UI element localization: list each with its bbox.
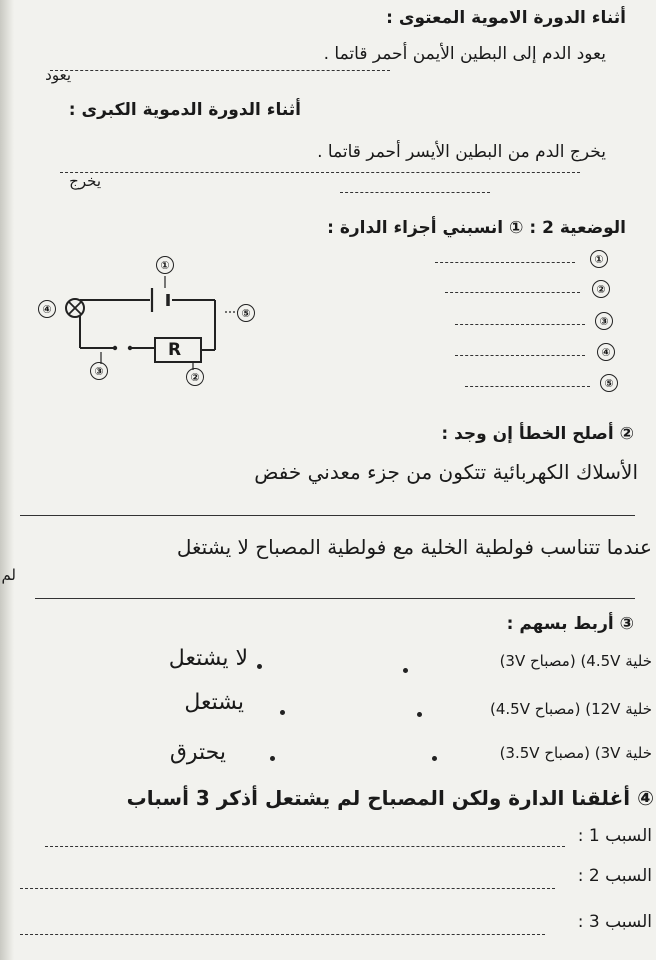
reason-label-1: السبب 1 :	[577, 826, 652, 846]
match-dot-left-3	[432, 756, 437, 761]
match-left-2: خلية 12V) (مصباح 4.5V)	[490, 700, 652, 718]
match-right-2: يشتعل	[184, 690, 244, 715]
top-line-4b-rule	[340, 192, 490, 193]
top-line-4-rule	[60, 172, 580, 173]
match-dot-left-1	[403, 668, 408, 673]
answer-line-5	[465, 386, 590, 387]
circuit-label-4: ④	[38, 300, 56, 318]
match-left-3: خلية 3V) (مصباح 3.5V)	[499, 744, 652, 762]
top-line-1: أثناء الدورة الاموية المعتوى :	[386, 8, 626, 28]
part-2-line-1: الأسلاك الكهربائية تتكون من جزء معدني خفض	[254, 460, 638, 484]
part-3-title: ③ أربط بسهم :	[506, 614, 634, 634]
match-dot-right-3	[270, 756, 275, 761]
answer-number-4: ④	[597, 343, 615, 361]
answer-line-3	[455, 324, 585, 325]
answer-number-2: ②	[592, 280, 610, 298]
situation-2-title: الوضعية 2 : ① انسبني أجزاء الدارة :	[327, 218, 626, 238]
top-line-2: يعود الدم إلى البطين الأيمن أحمر قاتما .	[323, 44, 606, 64]
match-dot-right-1	[257, 664, 262, 669]
match-right-3: يحترق	[169, 740, 226, 765]
answer-number-1: ①	[590, 250, 608, 268]
page-edge	[0, 0, 14, 960]
part-2-line-2: عندما تتناسب فولطية الخلية مع فولطية المصباح لا يشتغل	[176, 535, 652, 559]
top-line-3: أثناء الدورة الدموية الكبرى :	[68, 100, 301, 120]
top-line-2-rule	[50, 70, 390, 71]
circuit-label-2: ②	[186, 368, 204, 386]
top-line-4b: يخرج	[69, 172, 101, 190]
circuit-label-1: ①	[156, 256, 174, 274]
match-dot-left-2	[417, 712, 422, 717]
circuit-label-3: ③	[90, 362, 108, 380]
match-left-1: خلية 4.5V) (مصباح 3V)	[499, 652, 652, 670]
match-dot-right-2	[280, 710, 285, 715]
match-right-1: لا يشتعل	[168, 646, 248, 671]
top-line-2b: يعود	[45, 66, 71, 84]
answer-line-4	[455, 355, 585, 356]
answer-line-2	[445, 292, 580, 293]
reason-line-1	[45, 846, 565, 847]
part-4-title: ④ أغلقنا الدارة ولكن المصباح لم يشتعل أذكر 3 أسباب	[126, 786, 654, 810]
resistor-label: R	[168, 340, 182, 360]
circuit-label-5: ⑤	[237, 304, 255, 322]
answer-number-5: ⑤	[600, 374, 618, 392]
reason-label-2: السبب 2 :	[577, 866, 652, 886]
top-line-4: يخرج الدم من البطين الأيسر أحمر قاتما .	[317, 142, 606, 162]
answer-number-3: ③	[595, 312, 613, 330]
reason-line-3	[20, 934, 545, 935]
answer-line-1	[435, 262, 575, 263]
part-2-title: ② أصلح الخطأ إن وجد :	[441, 424, 634, 444]
part-2-line-2b: لم	[1, 566, 16, 584]
part-2-rule-2	[35, 598, 635, 599]
reason-line-2	[20, 888, 555, 889]
part-2-rule-1	[20, 515, 635, 516]
reason-label-3: السبب 3 :	[577, 912, 652, 932]
